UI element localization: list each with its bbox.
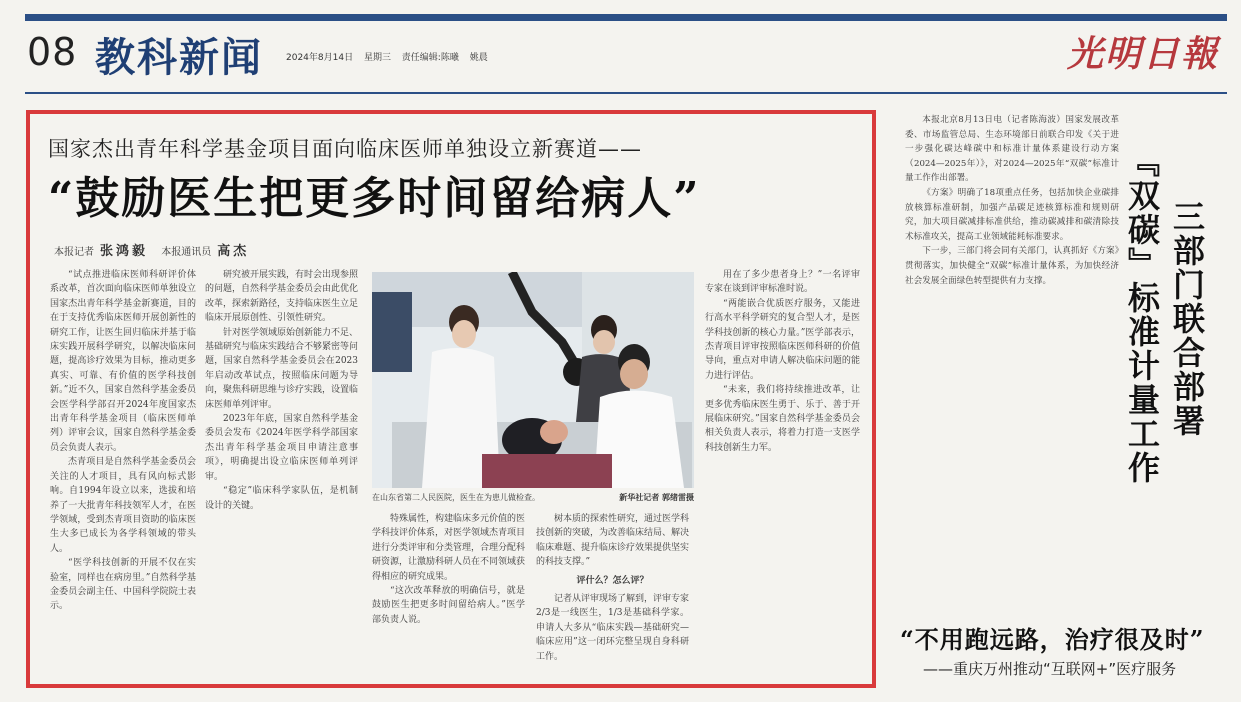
issue-meta: 2024年8月14日 星期三 责任编辑:陈曦 姚晨 xyxy=(286,53,488,63)
paragraph: “医学科技创新的开展不仅在实验室，同样也在病房里。”自然科学基金委员会副主任、中国科学院院士表示。 xyxy=(50,558,196,612)
paragraph: 树本质的探索性研究，通过医学科技创新的突破，为改善临床结局、解决临床难题、提升临床诊疗效果提供坚实的科技支撑。” xyxy=(536,514,689,568)
news-photo xyxy=(372,272,694,488)
paragraph: “这次改革释放的明确信号，就是鼓励医生把更多时间留给病人。”医学部负责人说。 xyxy=(372,586,525,625)
header-rule xyxy=(25,92,1227,94)
caption-text: 在山东省第二人民医院，医生在为患儿做检查。 xyxy=(372,493,540,502)
paragraph: 2023年年底，国家自然科学基金委员会发布《2024年医学科学部国家杰出青年科学基金项目申请注意事项》，明确提出设立临床医师单列评审。 xyxy=(205,414,358,482)
clinic-scene-illustration xyxy=(372,272,694,488)
byline-correspondent: 高杰 xyxy=(217,244,250,259)
newspaper-logo: 光明日報 xyxy=(1066,33,1219,75)
byline-role: 本报通讯员 xyxy=(161,247,212,258)
side-headline-line-1: 三部门联合部署 xyxy=(1168,200,1206,438)
paragraph: 针对医学领域原始创新能力不足、基础研究与临床实践结合不够紧密等问题，国家自然科学基金委员会在2023年启动改革试点，按照临床问题为导向，聚焦科研思维与诊疗实践，设置临床医师单列评审。 xyxy=(205,327,358,410)
paragraph: 杰青项目是自然科学基金委员会关注的人才项目，具有风向标式影响。自1994年设立以来，选拔和培养了一大批青年科技领军人才，在医学领域，受到杰青项目资助的临床医生大多已成长为各学科领域的带头人。 xyxy=(50,457,196,554)
byline-role: 本报记者 xyxy=(54,247,94,258)
article-column-3 xyxy=(372,512,525,680)
byline xyxy=(54,240,259,259)
article-column-1 xyxy=(50,268,196,680)
byline-reporter: 张鸿毅 xyxy=(100,244,149,259)
paragraph: 本报北京8月13日电（记者陈海波）国家发展改革委、市场监管总局、生态环境部日前联合印发《关于进一步强化碳达峰碳中和标准计量体系建设行动方案（2024—2025年）》，对2024—2025年“双碳”标准计量工作作出部署。 xyxy=(905,115,1119,184)
paragraph: 研究被开展实践，有时会出现参照的问题，自然科学基金委员会由此优化改革，探索新路径，支持临床医生立足临床开展原创性、引领性研究。 xyxy=(205,270,358,324)
section-subhead: 评什么？怎么评？ xyxy=(576,575,649,586)
article-column-4 xyxy=(536,512,689,680)
article-headline: “鼓励医生把更多时间留给病人” xyxy=(48,173,701,224)
paragraph: 《方案》明确了18项重点任务，包括加快企业碳排放核算标准研制，加强产品碳足迹核算标准和规则研究，加大项目碳减排标准供给，推动碳减排和碳清除技术标准攻关，提高工业领域能耗标准要求。 xyxy=(905,187,1119,242)
paragraph: 特殊属性，构建临床多元价值的医学科技评价体系，对医学领域杰青项目进行分类评审和分类管理，合理分配科研资源，让激励科研人员在不同领域获得相应的研究成果。 xyxy=(372,514,525,582)
paragraph: 用在了多少患者身上？”一名评审专家在谈到评审标准时说。 xyxy=(705,270,860,295)
paragraph: “试点推进临床医师科研评价体系改革，首次面向临床医师单独设立国家杰出青年科学基金新赛道，目的在于支持优秀临床医师开展创新性的研究工作，让医生回归临床并基于临床实践开展科学研究，以解决临床问题，提高诊疗效果为目标，推动更多真实、可靠、有价值的医学科技创新。”近不久，国家自然科学基金委员会医学科学部召开2024年度国家杰出青年科学基金项目（临床医师单列）评审会议，国家自然科学基金委员会负责人表示。 xyxy=(50,270,196,453)
article-kicker: 国家杰出青年科学基金项目面向临床医师单独设立新赛道—— xyxy=(48,137,642,161)
paragraph: “两能嵌合优质医疗服务，又能进行高水平科学研究的复合型人才，是医学科技创新的核心力量。”医学部表示，杰青项目评审按照临床医师科研的价值导向，重点对申请人解决临床问题的能力进行评估。 xyxy=(705,298,860,381)
paragraph: 下一步，三部门将会同有关部门，认真抓好《方案》贯彻落实，加快健全“双碳”标准计量体系，为加快经济社会发展全面绿色转型提供有力支撑。 xyxy=(905,246,1119,286)
paragraph: 记者从评审现场了解到，评审专家2/3是一线医生，1/3是基础科学家。申请人大多从“临床实践—基础研究—临床应用”这一闭环完整呈现自身科研工作。 xyxy=(536,594,689,662)
photo-caption xyxy=(372,492,694,503)
side-headline-line-2: 『双碳』标准计量工作 xyxy=(1123,145,1161,485)
article-column-5 xyxy=(705,268,860,680)
bottom-story-subhead: ——重庆万州推动“互联网+”医疗服务 xyxy=(923,660,1177,678)
bottom-story-headline: “不用跑远路，治疗很及时” xyxy=(900,625,1205,654)
page-number: 08 xyxy=(27,30,78,74)
article-column-2 xyxy=(205,268,358,680)
section-title: 教科新闻 xyxy=(95,35,263,81)
side-article-body xyxy=(905,113,1119,553)
top-rule xyxy=(25,14,1227,21)
photo-credit: 新华社记者 郭绪雷摄 xyxy=(619,492,694,502)
paragraph: “未来，我们将持续推进改革，让更多优秀临床医生勇于、乐于、善于开展临床研究。”国家自然科学基金委员会相关负责人表示，将着力打造一支医学科技创新生力军。 xyxy=(705,385,860,453)
paragraph: “稳定”临床科学家队伍，是机制设计的关键。 xyxy=(205,486,358,511)
